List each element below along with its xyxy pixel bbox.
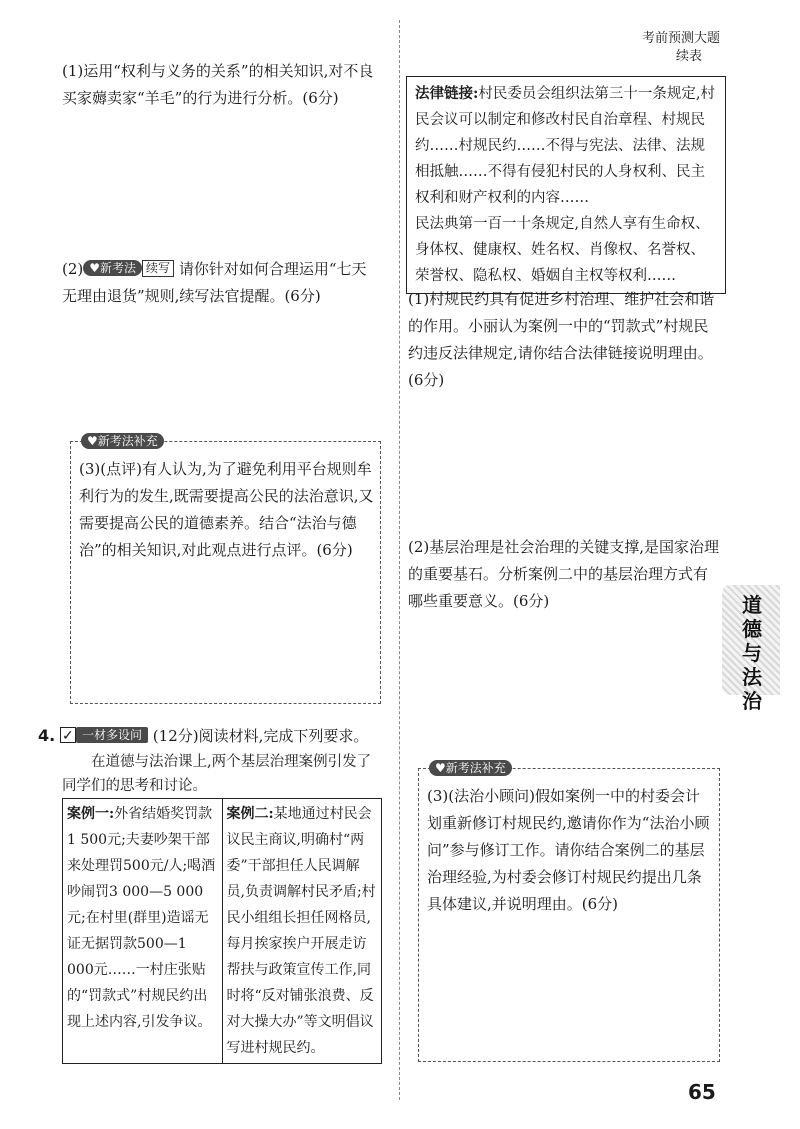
heart-icon: ♥ bbox=[435, 761, 446, 775]
section-header bbox=[600, 30, 720, 66]
law-link-box bbox=[406, 76, 726, 294]
new-method-badge: ♥新考法 bbox=[83, 260, 142, 276]
supplement-badge-left: ♥新考法补充 bbox=[81, 433, 164, 449]
question-4-number: 4. bbox=[38, 726, 56, 745]
page-number: 65 bbox=[688, 1080, 716, 1104]
right-question-2: (2)基层治理是社会治理的关键支撑,是国家治理的重要基石。分析案例二中的基层治理方式有哪些重要意义。(6分) bbox=[408, 538, 720, 610]
right-question-1: (1)村规民约具有促进乡村治理、维护社会和谐的作用。小丽认为案例一中的“罚款式”村规民约违反法律规定,请你结合法律链接说明理由。(6分) bbox=[408, 290, 715, 389]
law-link-paragraph-2: 民法典第一百一十条规定,自然人享有生命权、身体权、健康权、姓名权、肖像权、名誉权、荣誉权、隐私权、婚姻自主权等权利…… bbox=[415, 216, 710, 284]
subject-side-tab-label: 道 德 与 法 治 bbox=[742, 593, 762, 713]
left-question-2: (2) ♥新考法 续写 请你针对如何合理运用“七天无理由退货”规则,续写法官提醒。(6分) bbox=[62, 260, 367, 305]
supplement-box-right bbox=[418, 761, 720, 1062]
left-question-3: (3)(点评)有人认为,为了避免利用平台规则牟利行为的发生,既需要提高公民的法治意识,又需要提高公民的道德素养。结合“法治与德治”的相关知识,对此观点进行点评。(6分) bbox=[79, 460, 374, 559]
continued-label: 续表 bbox=[675, 49, 702, 64]
supplement-box-left bbox=[70, 434, 381, 704]
heart-icon: ♥ bbox=[87, 434, 98, 448]
law-link-title: 法律链接: bbox=[415, 85, 479, 102]
checkbox-icon bbox=[60, 727, 76, 743]
supplement-badge-right: ♥新考法补充 bbox=[429, 760, 512, 776]
question-4-header bbox=[38, 724, 383, 748]
right-question-3: (3)(法治小顾问)假如案例一中的村委会计划重新修订村规民约,邀请你作为“法治小顾问”参与修订工作。请你结合案例二的基层治理经验,为村委会修订村规民约提出几条具体建议,并说明理由。(6分) bbox=[427, 787, 710, 913]
multi-question-badge: 一材多设问 bbox=[76, 727, 148, 743]
case-table bbox=[62, 798, 382, 1064]
continue-write-badge: 续写 bbox=[142, 260, 174, 277]
case-1-cell bbox=[63, 799, 223, 1064]
column-divider bbox=[399, 20, 400, 1100]
question-4-intro: 在道德与法治课上,两个基层治理案例引发了同学们的思考和讨论。 bbox=[62, 754, 372, 794]
case-2-cell bbox=[222, 799, 382, 1064]
case-2-title: 案例二: bbox=[226, 806, 274, 822]
case-2-text: 某地通过村民会议民主商议,明确村“两委”干部担任人民调解员,负责调解村民矛盾;村民小组组长担任网格员,每月挨家挨户开展走访帮扶与政策宣传工作,同时将“反对铺张浪费、反对大操大办”等文明倡议写进村规民约。 bbox=[226, 806, 376, 1056]
law-link-paragraph-1: 村民委员会组织法第三十一条规定,村民会议可以制定和修改村民自治章程、村规民约……村规民约……不得与宪法、法律、法规相抵触……不得有侵犯村民的人身权利、民主权利和财产权利的内容…… bbox=[415, 86, 715, 206]
case-1-text: 外省结婚奖罚款1 500元;夫妻吵架干部来处理罚500元/人;喝酒吵闹罚3 000—5 000元;在村里(群里)造谣无证无据罚款500—1 000元……一村庄张贴的“罚款式”村规民约出现上述内容,引发争议。 bbox=[67, 806, 216, 1030]
heart-icon: ♥ bbox=[89, 261, 101, 275]
question-4-score: (12分)阅读材料,完成下列要求。 bbox=[152, 727, 369, 745]
case-1-title: 案例一: bbox=[67, 806, 115, 822]
section-title: 考前预测大题 bbox=[641, 31, 720, 46]
left-question-2-text: 请你针对如何合理运用“七天无理由退货”规则,续写法官提醒。(6分) bbox=[62, 260, 367, 305]
left-question-1: (1)运用“权利与义务的关系”的相关知识,对不良买家薅卖家“羊毛”的行为进行分析。(6分) bbox=[62, 62, 374, 107]
